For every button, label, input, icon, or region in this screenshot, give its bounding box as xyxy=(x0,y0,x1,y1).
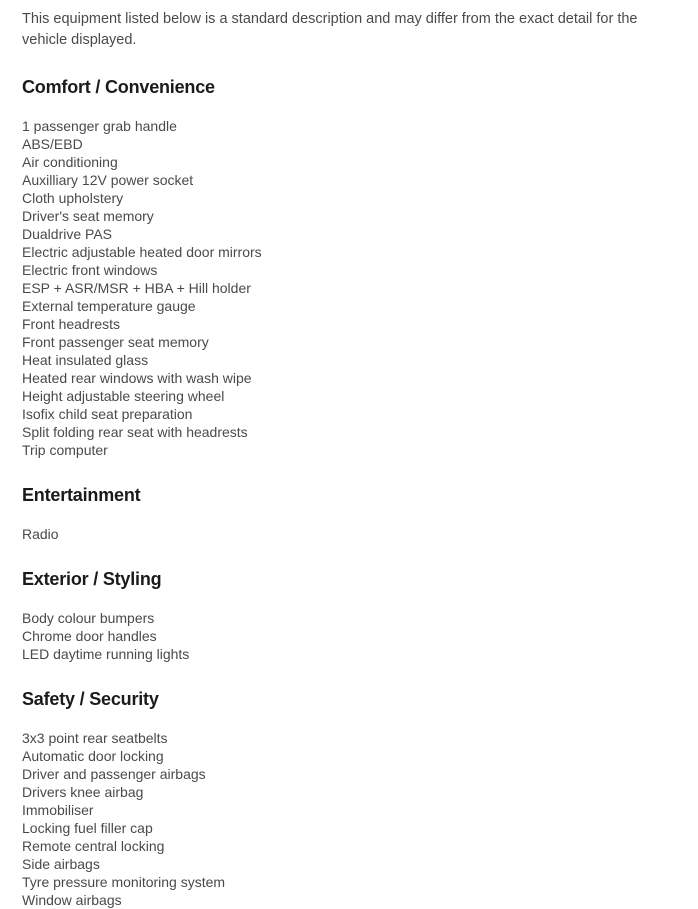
equipment-item: Immobiliser xyxy=(22,802,94,818)
equipment-items xyxy=(22,525,676,543)
equipment-item: Chrome door handles xyxy=(22,628,157,644)
equipment-item: ABS/EBD xyxy=(22,136,83,152)
equipment-item: 1 passenger grab handle xyxy=(22,118,177,134)
equipment-item: ESP + ASR/MSR + HBA + Hill holder xyxy=(22,280,251,296)
intro-text: This equipment listed below is a standard description and may differ from the exact detail for the vehicle displayed. xyxy=(22,11,638,48)
equipment-item: Driver and passenger airbags xyxy=(22,766,206,782)
equipment-section xyxy=(22,77,676,459)
equipment-section xyxy=(22,485,676,543)
equipment-item: Trip computer xyxy=(22,442,108,458)
equipment-item: Auxilliary 12V power socket xyxy=(22,172,194,188)
section-title: Safety / Security xyxy=(22,689,159,709)
equipment-item: Height adjustable steering wheel xyxy=(22,388,225,404)
equipment-item: Radio xyxy=(22,526,59,542)
equipment-item: Air conditioning xyxy=(22,154,118,170)
equipment-item: 3x3 point rear seatbelts xyxy=(22,730,168,746)
equipment-items xyxy=(22,609,676,663)
equipment-item: Cloth upholstery xyxy=(22,190,124,206)
equipment-items xyxy=(22,117,676,459)
equipment-items xyxy=(22,729,676,909)
equipment-item: Locking fuel filler cap xyxy=(22,820,153,836)
equipment-item: Heat insulated glass xyxy=(22,352,149,368)
equipment-item: Automatic door locking xyxy=(22,748,164,764)
equipment-item: Electric front windows xyxy=(22,262,158,278)
equipment-item: Dualdrive PAS xyxy=(22,226,113,242)
equipment-item: Front headrests xyxy=(22,316,121,332)
equipment-item: Electric adjustable heated door mirrors xyxy=(22,244,262,260)
equipment-item: Heated rear windows with wash wipe xyxy=(22,370,252,386)
equipment-item: Split folding rear seat with headrests xyxy=(22,424,248,440)
equipment-item: Remote central locking xyxy=(22,838,165,854)
equipment-item: Window airbags xyxy=(22,892,122,908)
equipment-section xyxy=(22,569,676,663)
section-title: Exterior / Styling xyxy=(22,569,162,589)
equipment-item: Tyre pressure monitoring system xyxy=(22,874,226,890)
section-title: Entertainment xyxy=(22,485,141,505)
section-title: Comfort / Convenience xyxy=(22,77,215,97)
equipment-item: Driver's seat memory xyxy=(22,208,154,224)
equipment-item: Drivers knee airbag xyxy=(22,784,144,800)
equipment-item: Side airbags xyxy=(22,856,100,872)
equipment-item: LED daytime running lights xyxy=(22,646,190,662)
equipment-item: Isofix child seat preparation xyxy=(22,406,193,422)
equipment-item: External temperature gauge xyxy=(22,298,196,314)
equipment-section xyxy=(22,689,676,909)
equipment-item: Body colour bumpers xyxy=(22,610,155,626)
equipment-sections xyxy=(22,77,676,909)
equipment-item: Front passenger seat memory xyxy=(22,334,209,350)
